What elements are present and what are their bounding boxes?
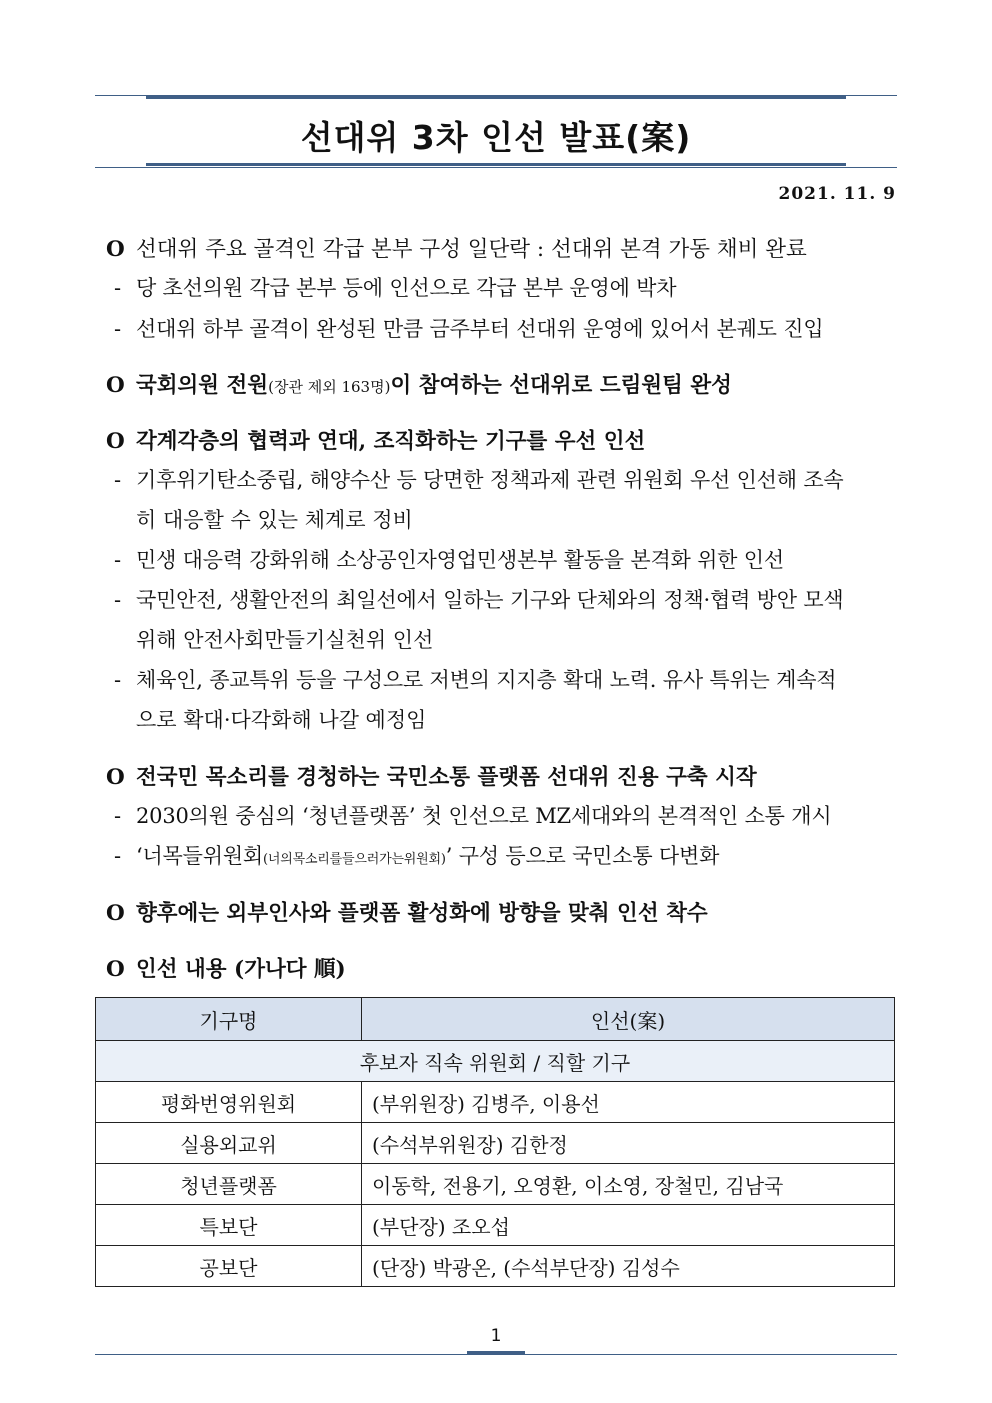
section-heading-2: O 국회의원 전원(장관 제외 163명)이 참여하는 선대위로 드림원팀 완성 (106, 373, 732, 398)
document-title: 선대위 3차 인선 발표(案) (300, 118, 692, 157)
list-item: - 국민안전, 생활안전의 최일선에서 일하는 기구와 단체와의 정책·협력 방안 모색 (114, 588, 844, 612)
table-section-row (96, 1041, 895, 1082)
list-item: - 선대위 하부 골격이 완성된 만큼 금주부터 선대위 운영에 있어서 본궤도 진입 (114, 317, 824, 341)
table-cell-organization: 청년플랫폼 (96, 1164, 362, 1205)
section-heading-1: O 선대위 주요 골격인 각급 본부 구성 일단락 : 선대위 본격 가동 채비 완료 (106, 237, 807, 262)
header-rule-thin-bottom (95, 167, 897, 168)
header-rule-thick-bottom (146, 163, 846, 166)
table-cell-appointments: (단장) 박광온, (수석부단장) 김성수 (362, 1246, 895, 1287)
table-cell-organization: 실용외교위 (96, 1123, 362, 1164)
list-item: - 체육인, 종교특위 등을 구성으로 저변의 지지층 확대 노력. 유사 특위는 계속적 (114, 668, 837, 692)
table-cell-appointments: (수석부위원장) 김한정 (362, 1123, 895, 1164)
list-item-continuation: 으로 확대·다각화해 나갈 예정임 (136, 708, 427, 732)
column-header-appointments: 인선(案) (362, 998, 895, 1041)
circle-bullet-icon: O (106, 373, 125, 398)
table-cell-appointments: (부단장) 조오섭 (362, 1205, 895, 1246)
table-cell-organization: 평화번영위원회 (96, 1082, 362, 1123)
header-rule-thick-top (146, 96, 846, 99)
table-row (96, 1205, 895, 1246)
circle-bullet-icon: O (106, 957, 125, 982)
list-item: - ‘너목들위원회(너의목소리를들으러가는위원회)’ 구성 등으로 국민소통 다변화 (114, 844, 720, 868)
table-row (96, 1164, 895, 1205)
list-item-continuation: 히 대응할 수 있는 체계로 정비 (136, 508, 413, 532)
table-cell-appointments: 이동학, 전용기, 오영환, 이소영, 장철민, 김남국 (362, 1164, 895, 1205)
list-item: - 민생 대응력 강화위해 소상공인자영업민생본부 활동을 본격화 위한 인선 (114, 548, 784, 572)
footer-rule-accent (467, 1351, 525, 1355)
circle-bullet-icon: O (106, 765, 125, 790)
list-item: - 기후위기탄소중립, 해양수산 등 당면한 정책과제 관련 위원회 우선 인선해 조속 (114, 468, 844, 492)
table-cell-organization: 공보단 (96, 1246, 362, 1287)
circle-bullet-icon: O (106, 901, 125, 926)
circle-bullet-icon: O (106, 237, 125, 262)
document-date: 2021. 11. 9 (778, 184, 896, 204)
section-heading-4: O 전국민 목소리를 경청하는 국민소통 플랫폼 선대위 진용 구축 시작 (106, 765, 757, 790)
table-row (96, 1082, 895, 1123)
circle-bullet-icon: O (106, 429, 125, 454)
section-heading-3: O 각계각층의 협력과 연대, 조직화하는 기구를 우선 인선 (106, 429, 646, 454)
table-cell-appointments: (부위원장) 김병주, 이용선 (362, 1082, 895, 1123)
list-item: - 2030의원 중심의 ‘청년플랫폼’ 첫 인선으로 MZ세대와의 본격적인 소통 개시 (114, 804, 832, 828)
page-number: 1 (490, 1326, 502, 1346)
list-item-continuation: 위해 안전사회만들기실천위 인선 (136, 628, 434, 652)
table-section-label: 후보자 직속 위원회 / 직할 기구 (96, 1041, 895, 1082)
section-heading-6: O 인선 내용 (가나다 順) (106, 957, 346, 982)
list-item: - 당 초선의원 각급 본부 등에 인선으로 각급 본부 운영에 박차 (114, 276, 677, 300)
column-header-organization: 기구명 (96, 998, 362, 1041)
appointments-table (95, 997, 895, 1287)
section-heading-5: O 향후에는 외부인사와 플랫폼 활성화에 방향을 맞춰 인선 착수 (106, 901, 708, 926)
table-row (96, 1246, 895, 1287)
table-row (96, 1123, 895, 1164)
table-header-row (96, 998, 895, 1041)
table-cell-organization: 특보단 (96, 1205, 362, 1246)
